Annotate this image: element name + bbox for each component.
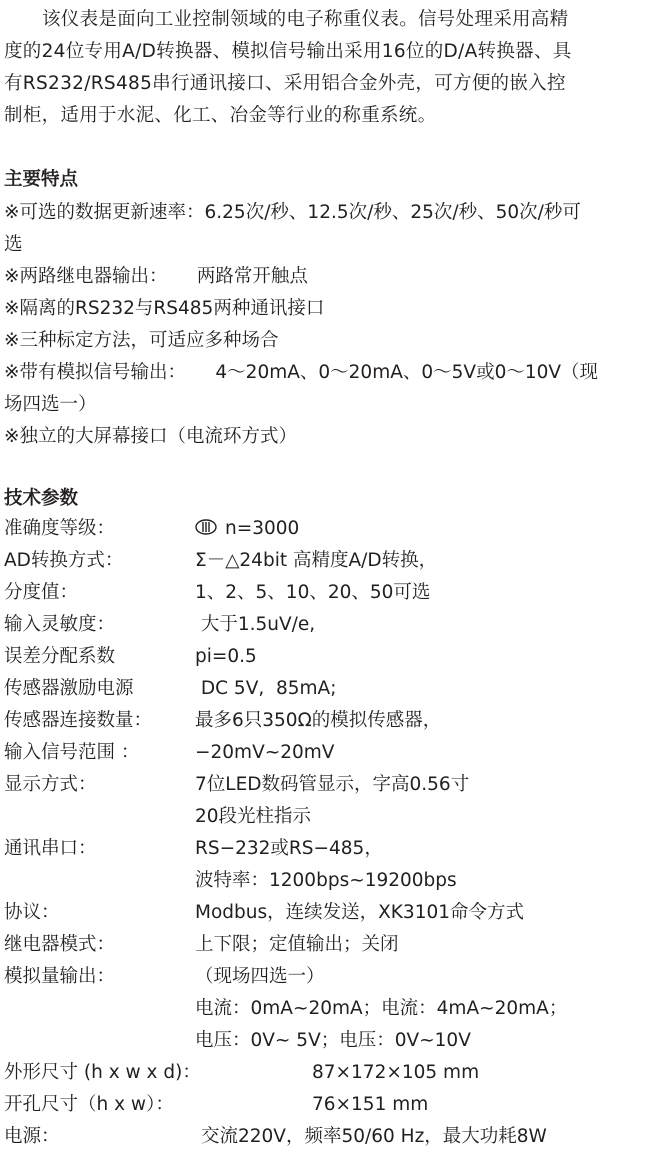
spec-value — [195, 513, 299, 545]
spec-label: 输入信号范围 ： — [4, 742, 140, 763]
spec-value: （现场四选一） — [195, 966, 325, 987]
specs-heading: 技术参数 — [4, 488, 79, 509]
spec-row — [4, 993, 648, 1025]
spec-row — [4, 961, 648, 993]
spec-row — [4, 865, 648, 897]
features-heading: 主要特点 — [4, 169, 79, 190]
spec-label: 外形尺寸 (h x w x d)： — [4, 1062, 201, 1083]
spec-value: 大于1.5uV/e, — [195, 614, 316, 635]
intro-line: 有RS232/RS485串行通讯接口、采用铝合金外壳，可方便的嵌入控 — [4, 73, 566, 94]
spec-label: 分度值： — [4, 582, 79, 603]
spec-row — [4, 641, 648, 673]
feature-line: ※隔离的RS232与RS485两种通讯接口 — [4, 298, 325, 319]
spec-row — [4, 833, 648, 865]
spec-value: pi=0.5 — [195, 646, 257, 667]
intro-line: 度的24位专用A/D转换器、模拟信号输出采用16位的D/A转换器、具 — [4, 41, 572, 62]
spec-value: 交流220V，频率50/60 Hz，最大功耗8W — [201, 1126, 547, 1147]
feature-line: 选 — [4, 234, 23, 255]
spec-value: 波特率：1200bps~19200bps — [195, 870, 457, 891]
spec-row — [4, 801, 648, 833]
spec-label: 传感器激励电源 — [4, 678, 134, 699]
spec-label: 显示方式： — [4, 774, 97, 795]
spec-value: RS−232或RS−485， — [195, 838, 383, 859]
spec-row — [4, 897, 648, 929]
specs-table — [4, 513, 648, 1153]
spec-row — [4, 929, 648, 961]
spec-value: 上下限；定值输出；关闭 — [195, 934, 399, 955]
feature-line: ※可选的数据更新速率：6.25次/秒、12.5次/秒、25次/秒、50次/秒可 — [4, 202, 581, 223]
spec-row — [4, 705, 648, 737]
spec-value: −20mV~20mV — [195, 742, 335, 763]
spec-value: DC 5V, 85mA; — [195, 678, 337, 699]
spec-row — [4, 1121, 648, 1153]
spec-value: Σ－△24bit 高精度A/D转换， — [195, 550, 438, 571]
spec-label: 继电器模式： — [4, 934, 116, 955]
spec-value: 最多6只350Ω的模拟传感器， — [195, 710, 442, 731]
spec-row — [4, 1057, 648, 1089]
spec-label: 传感器连接数量： — [4, 710, 153, 731]
spec-label: AD转换方式： — [4, 550, 124, 571]
spec-value: 20段光柱指示 — [195, 806, 312, 827]
spec-row — [4, 1025, 648, 1057]
spec-label: 通讯串口： — [4, 838, 97, 859]
spec-row — [4, 609, 648, 641]
spec-row — [4, 673, 648, 705]
feature-line: ※带有模拟信号输出： 4～20mA、0～20mA、0～5V或0～10V（现 — [4, 362, 599, 383]
spec-row — [4, 737, 648, 769]
spec-value: 76×151 mm — [312, 1094, 429, 1115]
spec-label: 协议： — [4, 902, 60, 923]
spec-label: 开孔尺寸（h x w）： — [4, 1094, 174, 1115]
feature-line: ※三种标定方法，可适应多种场合 — [4, 330, 279, 351]
spec-label: 误差分配系数 — [4, 646, 116, 667]
spec-value-text: n=3000 — [225, 518, 300, 539]
feature-line: ※两路继电器输出： 两路常开触点 — [4, 266, 308, 287]
spec-row — [4, 769, 648, 801]
spec-row — [4, 513, 648, 545]
spec-value: 1、2、5、10、20、50可选 — [195, 582, 431, 603]
feature-line: 场四选一） — [4, 394, 97, 415]
spec-value: Modbus，连续发送，XK3101命令方式 — [195, 902, 525, 923]
spec-value: 87×172×105 mm — [312, 1062, 480, 1083]
features-list — [4, 197, 648, 453]
spec-value: 电流：0mA~20mA；电流：4mA~20mA； — [195, 998, 568, 1019]
accuracy-class-icon — [195, 519, 217, 535]
spec-value: 7位LED数码管显示，字高0.56寸 — [195, 774, 470, 795]
intro-paragraph — [4, 4, 648, 132]
spec-label: 准确度等级： — [4, 518, 116, 539]
intro-line: 制柜，适用于水泥、化工、冶金等行业的称重系统。 — [4, 105, 437, 126]
spec-row — [4, 1089, 648, 1121]
feature-line: ※独立的大屏幕接口（电流环方式） — [4, 426, 298, 447]
spec-row — [4, 545, 648, 577]
spec-row — [4, 577, 648, 609]
spec-label: 模拟量输出： — [4, 966, 116, 987]
spec-value: 电压：0V~ 5V；电压：0V~10V — [195, 1030, 471, 1051]
intro-line: 该仪表是面向工业控制领域的电子称重仪表。信号处理采用高精 — [42, 9, 569, 30]
spec-label: 电源： — [4, 1126, 60, 1147]
spec-label: 输入灵敏度： — [4, 614, 116, 635]
